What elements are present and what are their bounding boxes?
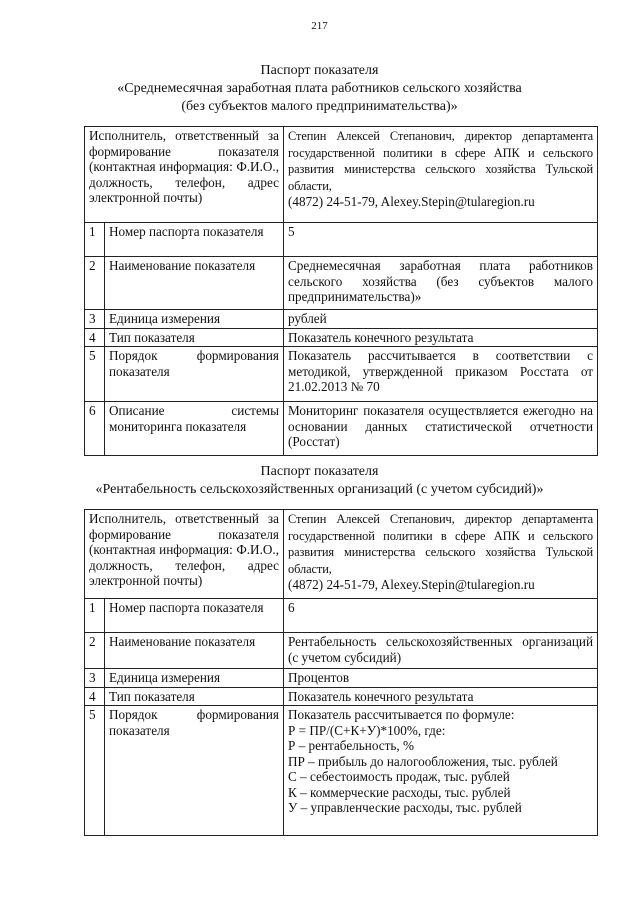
row-number: 3 [85, 669, 105, 688]
table-row [85, 687, 598, 706]
row-value: рублей [284, 310, 598, 329]
row-label: Порядок формирования показателя [105, 706, 284, 836]
table-row [85, 706, 598, 836]
row-label: Единица измерения [105, 310, 284, 329]
row-label: Тип показателя [105, 687, 284, 706]
table-row [85, 599, 598, 633]
row-label: Описание системы мониторинга показателя [105, 402, 284, 456]
row-label: Наименование показателя [105, 633, 284, 669]
passport1-table [84, 126, 598, 456]
table-row [85, 347, 598, 402]
executor-label-text: Исполнитель, ответственный за формирование показателя (контактная информация: Ф.И.О., должность, телефон, адрес электронной почты) [89, 128, 279, 205]
formula-var-pr: ПР – прибыль до налогообложения, тыс. рублей [288, 753, 558, 769]
table-row [85, 669, 598, 688]
formula-var-u: У – управленческие расходы, тыс. рублей [288, 800, 522, 815]
row-number: 2 [85, 633, 105, 669]
passport2-heading: Паспорт показателя [260, 464, 379, 479]
row-label: Тип показателя [105, 328, 284, 347]
row-label: Номер паспорта показателя [105, 599, 284, 633]
table-row [85, 510, 598, 599]
row-value: Процентов [284, 669, 598, 688]
table-row [85, 633, 598, 669]
row-number: 3 [85, 310, 105, 329]
passport2-table [84, 509, 598, 836]
executor-label [85, 510, 284, 599]
row-value: Мониторинг показателя осуществляется ежегодно на основании данных статистической отчетности (Росстат) [284, 402, 598, 456]
formula-var-p: Р – рентабельность, % [288, 738, 414, 753]
formula: Р = ПР/(С+К+У)*100%, где: [288, 722, 446, 738]
table-row [85, 402, 598, 456]
row-label: Номер паспорта показателя [105, 223, 284, 257]
executor-label-text: Исполнитель, ответственный за формирование показателя (контактная информация: Ф.И.О., должность, телефон, адрес электронной почты) [89, 511, 279, 588]
executor-value [284, 510, 598, 599]
row-label: Наименование показателя [105, 257, 284, 310]
table-row [85, 310, 598, 329]
row-value: Показатель конечного результата [284, 687, 598, 706]
row-number: 6 [85, 402, 105, 456]
row-number: 5 [85, 347, 105, 402]
row-number: 1 [85, 599, 105, 633]
row-number: 2 [85, 257, 105, 310]
table-row [85, 223, 598, 257]
formula-var-k: К – коммерческие расходы, тыс. рублей [288, 784, 511, 800]
row-value: Рентабельность сельскохозяйственных организаций (с учетом субсидий) [284, 633, 598, 669]
row-number: 1 [85, 223, 105, 257]
passport1-subtitle-line1: «Среднемесячная заработная плата работников сельского хозяйства [117, 81, 522, 96]
row-label: Единица измерения [105, 669, 284, 688]
row-value: 6 [284, 599, 598, 633]
passport2-subtitle-line1: «Рентабельность сельскохозяйственных организаций (с учетом субсидий)» [95, 482, 544, 497]
executor-value [284, 127, 598, 223]
row-value: Показатель рассчитывается в соответствии с методикой, утвержденной приказом Росстата от 21.02.2013 № 70 [284, 347, 598, 402]
row-label: Порядок формирования показателя [105, 347, 284, 402]
row-value: 5 [284, 223, 598, 257]
executor-value-text: Степин Алексей Степанович, директор департамента государственной политики в сфере АПК и сельского развития министерства сельского хозяйства Тульской области, [288, 129, 593, 193]
row-number: 4 [85, 687, 105, 706]
row-value: Среднемесячная заработная плата работников сельского хозяйства (без субъектов малого предпринимательства)» [284, 257, 598, 310]
executor-contact: (4872) 24-51-79, Alexey.Stepin@tularegion.ru [288, 194, 535, 209]
row-number: 5 [85, 706, 105, 836]
executor-contact: (4872) 24-51-79, Alexey.Stepin@tularegion.ru [288, 577, 535, 592]
page-number: 217 [311, 20, 328, 32]
passport1-heading: Паспорт показателя [260, 63, 379, 78]
formula-intro: Показатель рассчитывается по формуле: [288, 707, 515, 722]
formula-var-s: С – себестоимость продаж, тыс. рублей [288, 769, 510, 784]
table-row [85, 127, 598, 223]
table-row [85, 328, 598, 347]
executor-value-text: Степин Алексей Степанович, директор департамента государственной политики в сфере АПК и сельского развития министерства сельского хозяйства Тульской области, [288, 512, 593, 576]
formula-cell [284, 706, 598, 836]
table-row [85, 257, 598, 310]
row-number: 4 [85, 328, 105, 347]
row-value: Показатель конечного результата [284, 328, 598, 347]
passport1-subtitle-line2: (без субъектов малого предпринимательства)» [181, 99, 458, 114]
executor-label [85, 127, 284, 223]
